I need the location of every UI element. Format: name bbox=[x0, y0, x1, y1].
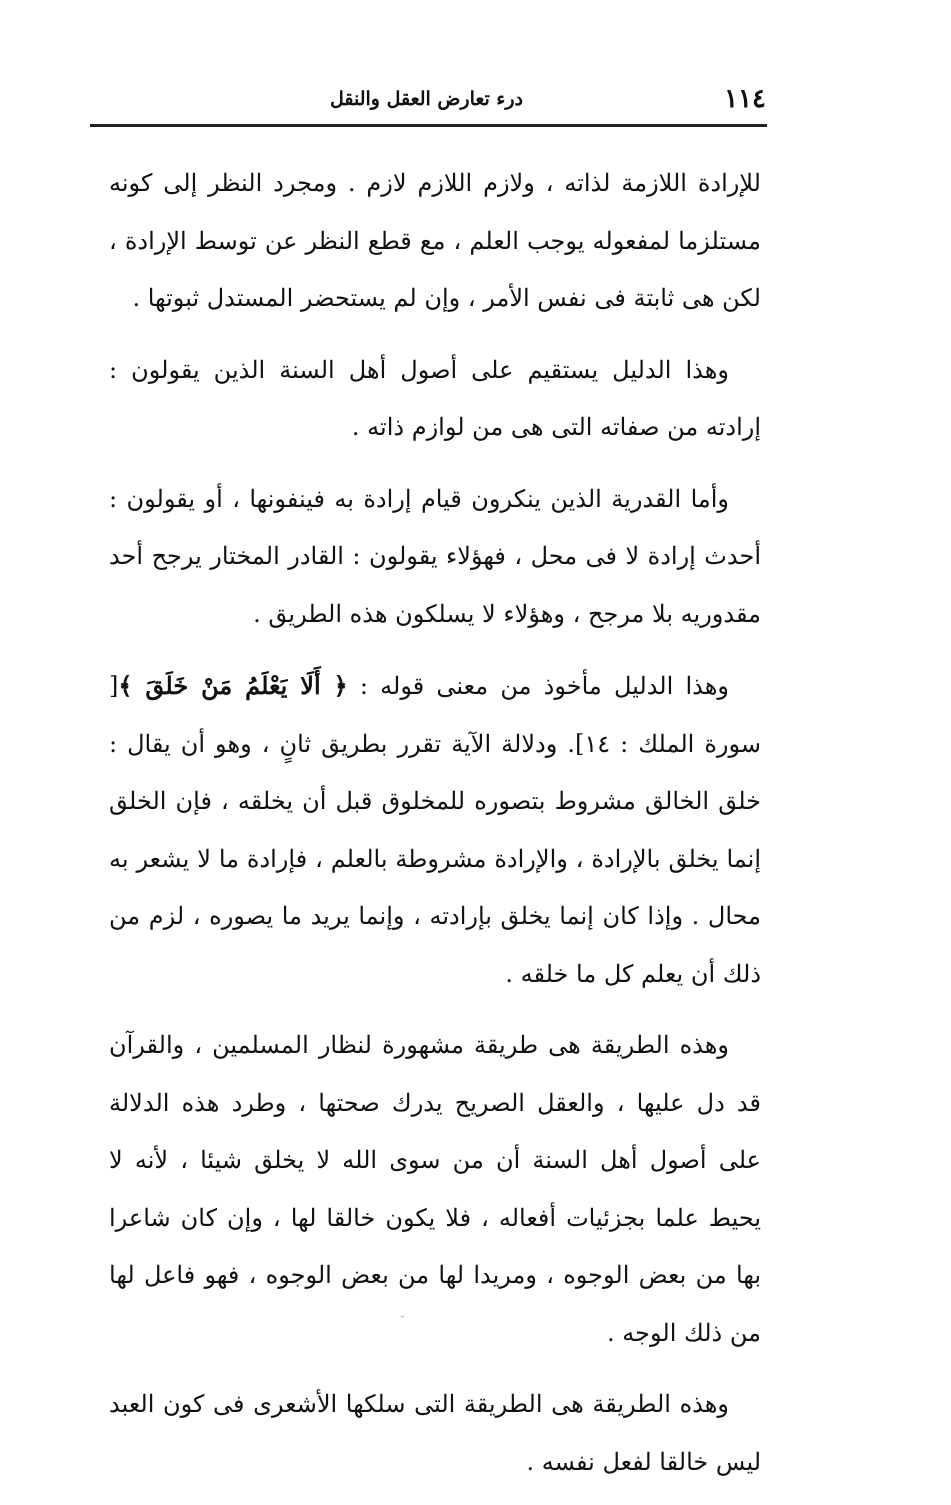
running-title: درء تعارض العقل والنقل bbox=[329, 88, 523, 110]
paragraph-6: وهذه الطريقة هى الطريقة التى سلكها الأشعرى فى كون العبد ليس خالقا لفعل نفسه . bbox=[109, 1390, 761, 1476]
paragraph-4 bbox=[109, 657, 761, 1003]
page-number: ١١٤ bbox=[724, 84, 766, 114]
paragraph-4-rest: [ سورة الملك : ١٤]. ودلالة الآية تقرر بطريق ثانٍ ، وهو أن يقال : خلق الخالق مشروط بتصوره للمخلوق قبل أن يخلقه ، فإن الخلق إنما يخلق بالإرادة ، والإرادة مشروطة بالعلم ، فإرادة ما لا يشعر به محال . وإذا كان إنما يخلق بإرادته ، وإنما يريد ما يصوره ، لزم من ذلك أن يعلم كل ما خلقه . bbox=[109, 672, 762, 988]
scan-mark: ˇ bbox=[400, 1316, 405, 1327]
paragraph-4-intro: وهذا الدليل مأخوذ من معنى قوله : bbox=[347, 672, 729, 700]
header-divider bbox=[90, 124, 767, 127]
quran-verse: ﴿ أَلَا يَعْلَمُ مَنْ خَلَقَ ﴾ bbox=[118, 671, 348, 700]
paragraph-3: وأما القدرية الذين ينكرون قيام إرادة به فينفونها ، أو يقولون : أحدث إرادة لا فى محل ، فهؤلاء يقولون : القادر المختار يرجح أحد مقدوريه بلا مرجح ، وهؤلاء لا يسلكون هذه الطريق . bbox=[109, 484, 761, 628]
paragraph-2: وهذا الدليل يستقيم على أصول أهل السنة الذين يقولون : إرادته من صفاته التى هى من لوازم ذاته . bbox=[109, 355, 761, 441]
paragraph-5: وهذه الطريقة هى طريقة مشهورة لنظار المسلمين ، والقرآن قد دل عليها ، والعقل الصريح يدرك صحتها ، وطرد هذه الدلالة على أصول أهل السنة أن من سوى الله لا يخلق شيئا ، لأنه لا يحيط علما بجزئيات أفعاله ، فلا يكون خالقا لها ، وإن كان شاعرا بها من بعض الوجوه ، ومريدا لها من بعض الوجوه ، فهو فاعل لها من ذلك الوجه . bbox=[109, 1031, 761, 1347]
body-text bbox=[109, 155, 761, 1505]
paragraph-1: للإرادة اللازمة لذاته ، ولازم اللازم لازم . ومجرد النظر إلى كونه مستلزما لمفعوله يوجب العلم ، مع قطع النظر عن توسط الإرادة ، لكن هى ثابتة فى نفس الأمر ، وإن لم يستحضر المستدل ثبوتها . bbox=[109, 169, 761, 312]
